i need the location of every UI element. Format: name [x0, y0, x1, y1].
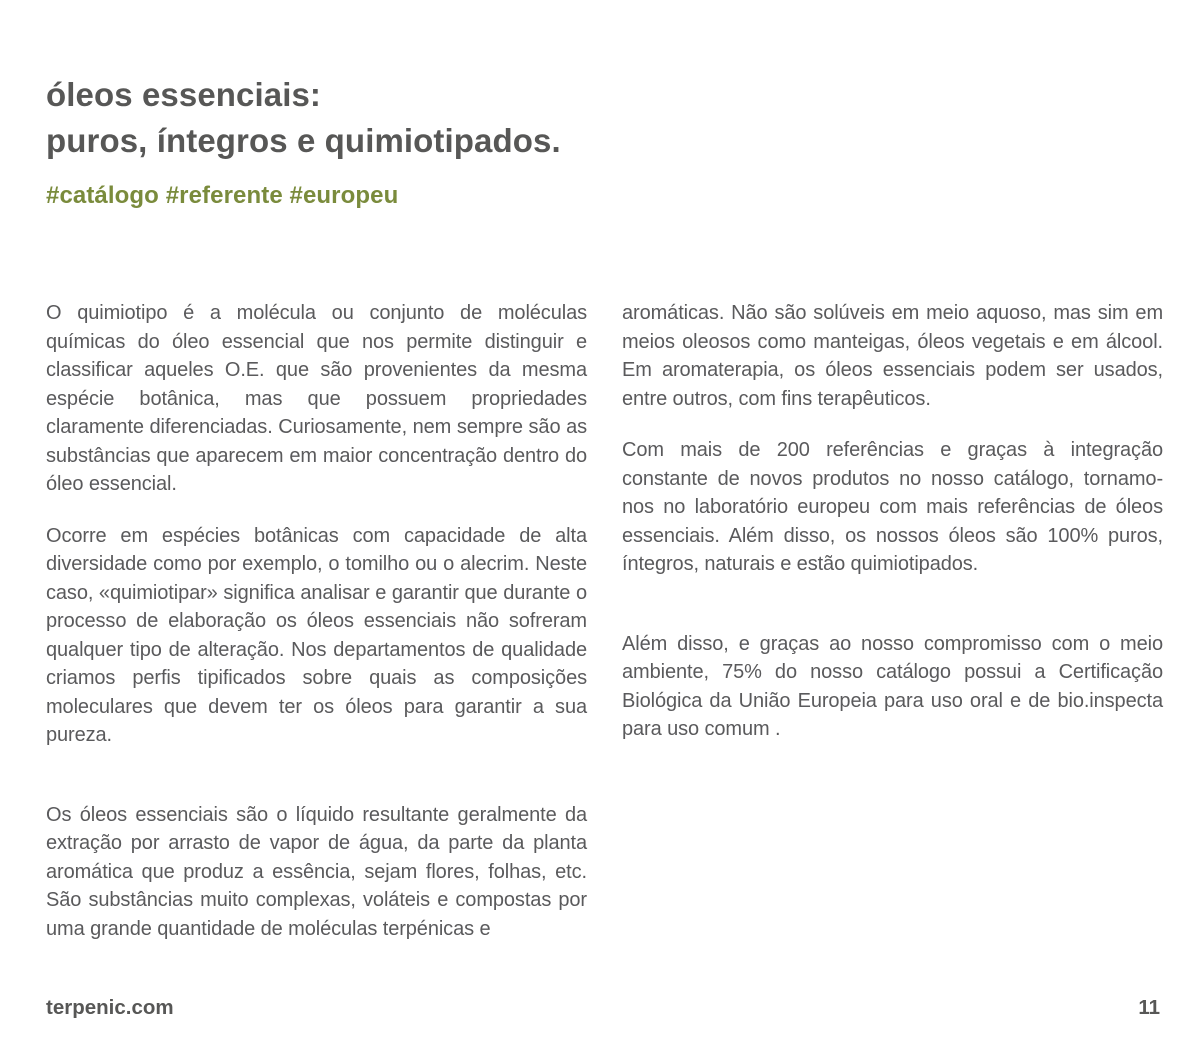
page-header: [46, 0, 1160, 210]
paragraph-liquido: Os óleos essenciais são o líquido resultante geralmente da extração por arrasto de vapor de água, da parte da planta aromática que produz a essência, sejam flores, folhas, etc. São substâncias muito complexas, voláteis e compostas por uma grande quantidade de moléculas terpénicas e: [46, 803, 587, 940]
paragraph-quimiotipo: O quimiotipo é a molécula ou conjunto de moléculas químicas do óleo essencial que nos permite distinguir e classificar aqueles O.E. que são provenientes da mesma espécie botânica, mas que possuem propriedades claramente diferenciadas. Curiosamente, nem sempre são as substâncias que aparecem em maior concentração dentro do óleo essencial.: [46, 302, 587, 495]
page-footer: [46, 996, 1160, 1020]
footer-page-number: 11: [1138, 996, 1160, 1019]
body-columns: [46, 299, 1163, 943]
page-title-line2: puros, íntegros e quimiotipados.: [46, 122, 561, 159]
footer-site: terpenic.com: [46, 996, 174, 1019]
paragraph-referencias: Com mais de 200 referências e graças à integração constante de novos produtos no nosso catálogo, tornamo-nos no laboratório europeu com mais referências de óleos essenciais. Além disso, os nossos óleos são 100% puros, íntegros, naturais e estão quimiotipados.: [622, 439, 1163, 575]
paragraph-certificacao: Além disso, e graças ao nosso compromisso com o meio ambiente, 75% do nosso catálogo possui a Certificação Biológica da União Europeia para uso oral e de bio.inspecta para uso comum .: [622, 632, 1163, 740]
hashtags: #catálogo #referente #europeu: [46, 182, 399, 209]
page-title: [46, 72, 1160, 164]
left-column: [46, 299, 587, 943]
paragraph-especies: Ocorre em espécies botânicas com capacidade de alta diversidade como por exemplo, o tomilho ou o alecrim. Neste caso, «quimiotipar» significa analisar e garantir que durante o processo de elaboração os óleos essenciais não sofreram qualquer tipo de alteração. Nos departamentos de qualidade criamos perfis tipificados sobre quais as composições moleculares que devem ter os óleos para garantir a sua pureza.: [46, 524, 587, 746]
right-column: [622, 299, 1163, 943]
page-title-line1: óleos essenciais:: [46, 76, 322, 113]
paragraph-aromaticas: aromáticas. Não são solúveis em meio aquoso, mas sim em meios oleosos como manteigas, óleos vegetais e em álcool. Em aromaterapia, os óleos essenciais podem ser usados, entre outros, com fins terapêuticos.: [622, 302, 1163, 410]
